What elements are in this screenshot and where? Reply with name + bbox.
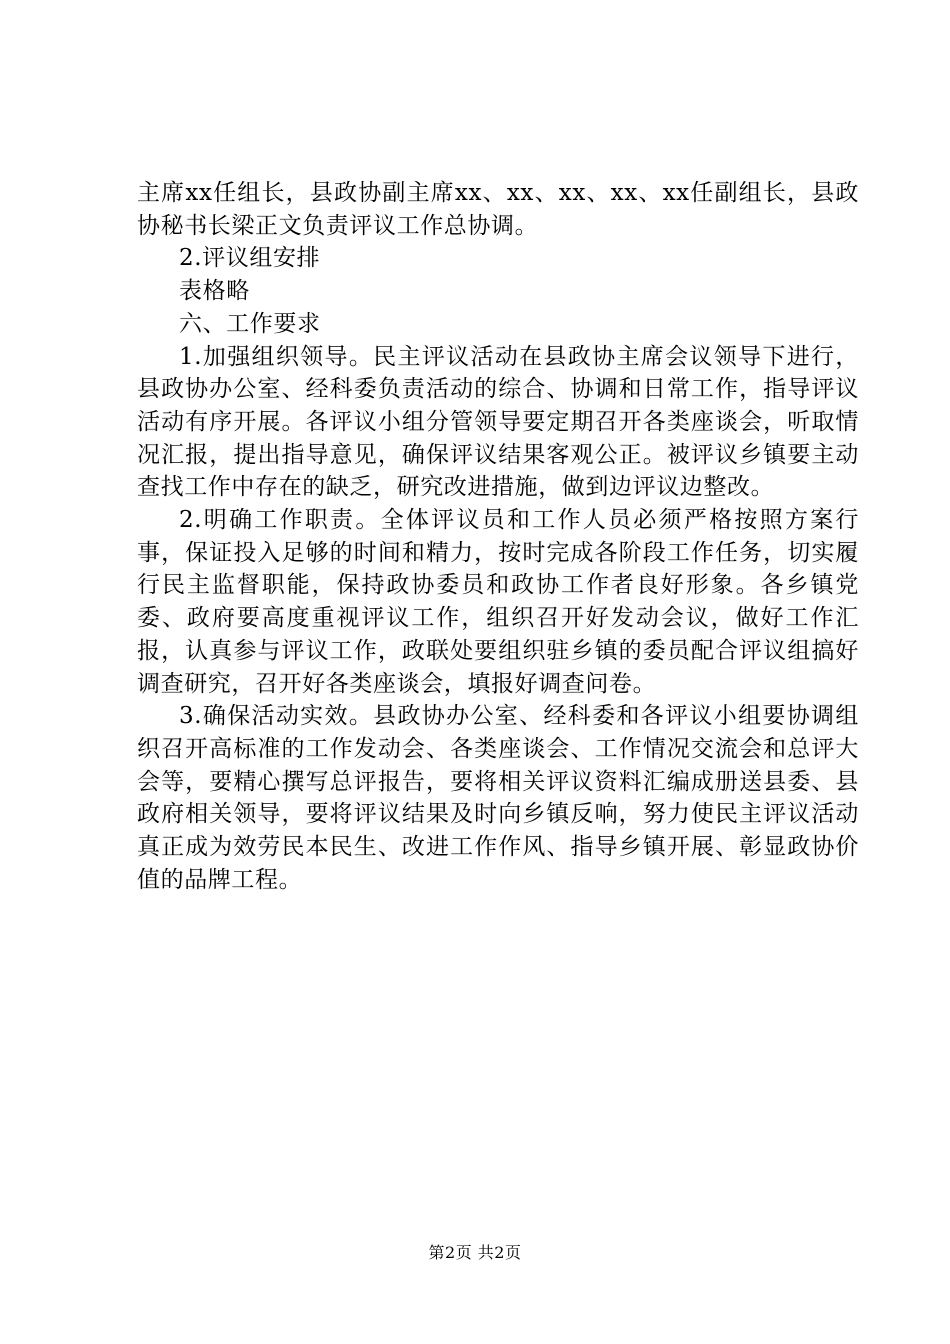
paragraph-strengthen-leadership: 1.加强组织领导。民主评议活动在县政协主席会议领导下进行，县政协办公室、经科委负责活动的综合、协调和日常工作，指导评议活动有序开展。各评议小组分管领导要定期召开各类座谈会，听取情况汇报，提出指导意见，确保评议结果客观公正。被评议乡镇要主动查找工作中存在的缺乏，研究改进措施，做到边评议边整改。 [137,343,859,501]
paragraph-ensure-effectiveness: 3.确保活动实效。县政协办公室、经科委和各评议小组要协调组织召开高标准的工作发动会、各类座谈会、工作情况交流会和总评大会等，要精心撰写总评报告，要将相关评议资料汇编成册送县委、县政府相关领导，要将评议结果及时向乡镇反响，努力使民主评议活动真正成为效劳民本民生、改进工作作风、指导乡镇开展、彰显政协价值的品牌工程。 [137,703,859,893]
section-heading-work-requirements: 六、工作要求 [179,310,321,337]
table-omitted-note: 表格略 [179,278,250,305]
document-body [137,177,859,896]
page-number-footer: 第2页 共2页 [428,1243,522,1262]
heading-review-group-arrangement: 2.评议组安排 [179,245,321,272]
paragraph-clarify-duties: 2.明确工作职责。全体评议员和工作人员必须严格按照方案行事，保证投入足够的时间和精力，按时完成各阶段工作任务，切实履行民主监督职能，保持政协委员和政协工作者良好形象。各乡镇党委、政府要高度重视评议工作，组织召开好发动会议，做好工作汇报，认真参与评议工作，政联处要组织驻乡镇的委员配合评议组搞好调查研究，召开好各类座谈会，填报好调查问卷。 [137,507,859,697]
paragraph-group-leaders: 主席xx任组长，县政协副主席xx、xx、xx、xx、xx任副组长，县政协秘书长梁正文负责评议工作总协调。 [137,180,859,239]
